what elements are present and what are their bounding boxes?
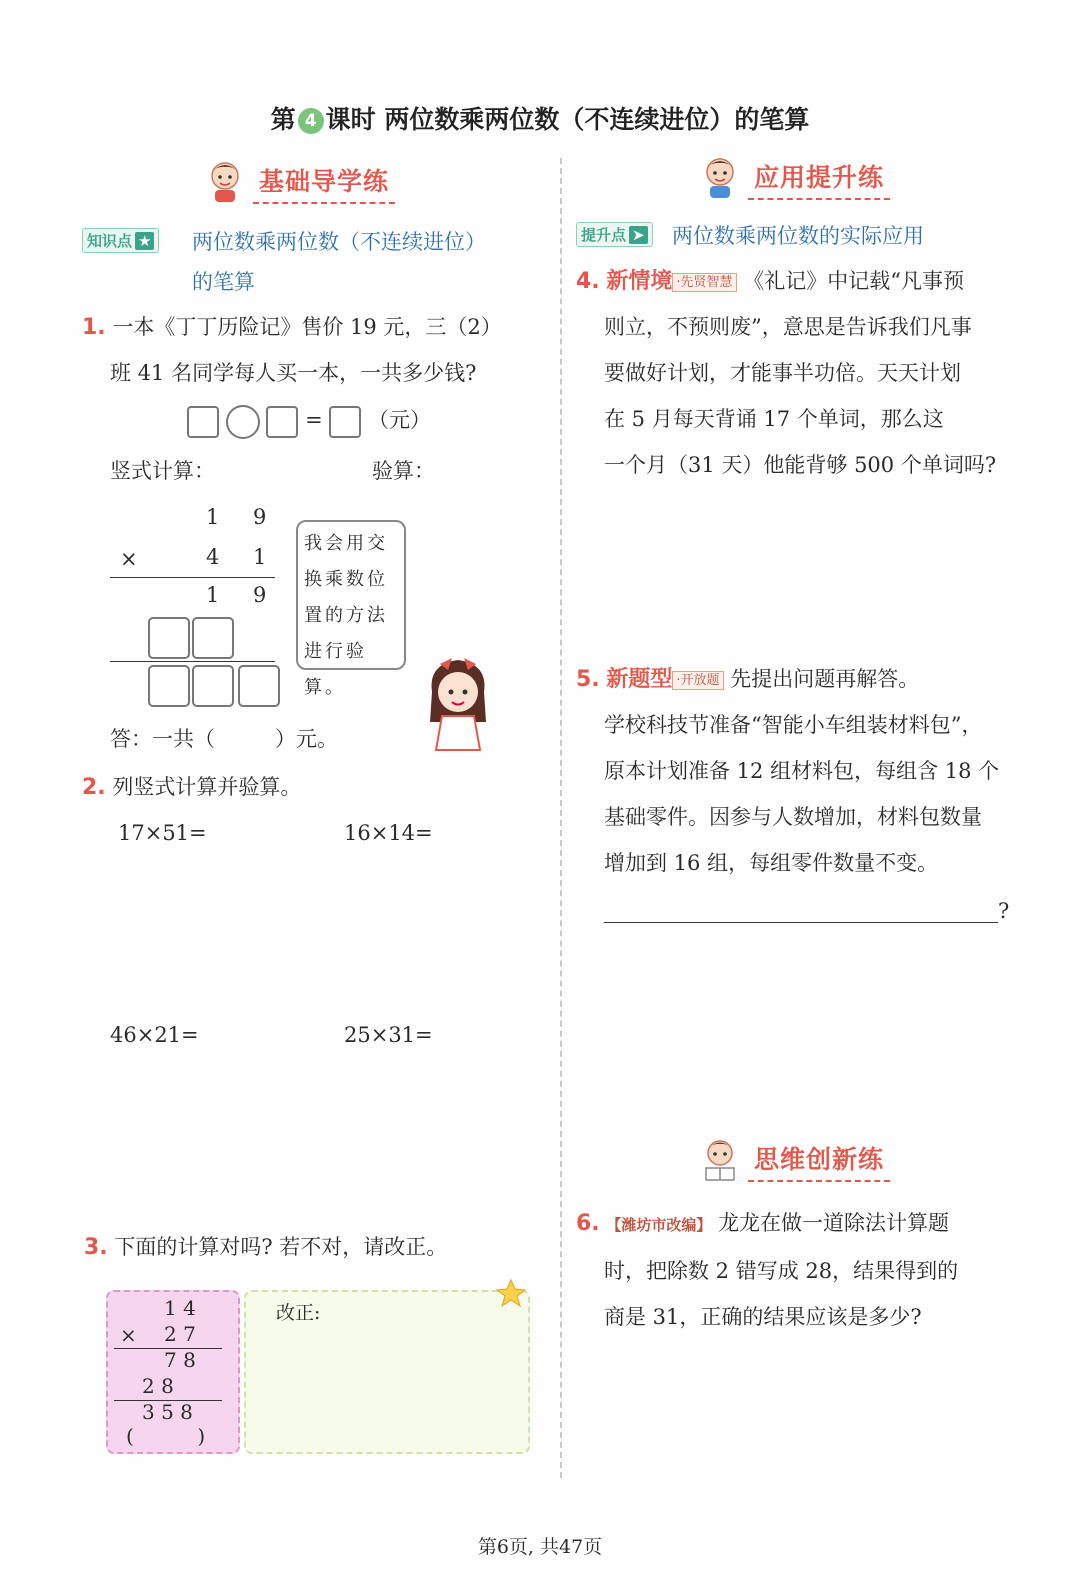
question-2 [82, 764, 301, 811]
question-6-line: 时，把除数 2 错写成 28，结果得到的 [604, 1259, 959, 1283]
answer-box[interactable] [187, 406, 219, 438]
correction-panel[interactable] [244, 1290, 530, 1454]
section-basic [205, 160, 395, 204]
child-avatar-icon [205, 160, 245, 204]
title-text: 课时 两位数乘两位数（不连续进位）的笔算 [325, 105, 810, 134]
section-application [700, 156, 890, 200]
rule-line [110, 661, 275, 662]
ascend-text: 两位数乘两位数的实际应用 [672, 224, 924, 248]
digit-box[interactable] [192, 617, 234, 659]
question-number: 6. [576, 1211, 600, 1236]
source-tag: 【潍坊市改编】 [606, 1216, 712, 1234]
expression: 16×14= [344, 821, 433, 845]
star-sticker-icon [494, 1278, 528, 1308]
lesson-number-badge: 4 [298, 108, 324, 134]
star-icon: ★ [135, 232, 154, 250]
question-number: 4. [576, 269, 600, 294]
digit: 9 [253, 505, 267, 529]
expression: 25×31= [344, 1023, 433, 1047]
vertical-label: 竖式计算： [110, 459, 215, 483]
question-6-line: 商是 31，正确的结果应该是多少? [604, 1305, 922, 1329]
question-5-line: 学校科技节准备“智能小车组装材料包”， [604, 713, 983, 737]
times-sign: × [120, 547, 138, 571]
section-application-title: 应用提升练 [748, 158, 890, 200]
question-4-line: 则立，不预则废”，意思是告诉我们凡事 [604, 315, 972, 339]
question-blank-line[interactable] [604, 922, 998, 923]
question-5: 5. 新题型 ·开放题 先提出问题再解答。 [576, 667, 920, 692]
new-tag: 新题型 [606, 667, 673, 692]
section-thinking-title: 思维创新练 [748, 1140, 890, 1182]
knowledge-text-line1: 两位数乘两位数（不连续进位） [192, 230, 486, 254]
question-6: 6. 【潍坊市改编】 龙龙在做一道除法计算题 [576, 1211, 950, 1236]
question-number: 3. [84, 1235, 108, 1260]
question-5-line: 增加到 16 组，每组零件数量不变。 [604, 851, 939, 875]
answer-box[interactable] [266, 406, 298, 438]
question-2-text: 列竖式计算并验算。 [112, 775, 302, 799]
question-3 [84, 1224, 447, 1271]
question-number: 5. [576, 667, 600, 692]
digit-box[interactable] [148, 665, 190, 707]
digit: 1 [206, 505, 220, 529]
title-prefix: 第 [270, 105, 296, 134]
column-divider [560, 158, 562, 1478]
page-footer: 第6页, 共47页 [477, 1536, 603, 1558]
arrow-icon: ➤ [629, 226, 648, 244]
question-3-text: 下面的计算对吗? 若不对，请改正。 [114, 1235, 448, 1259]
equal-sign: = [305, 408, 323, 432]
answer-box[interactable] [329, 406, 361, 438]
rule-line [110, 577, 275, 578]
digit-box[interactable] [192, 665, 234, 707]
judgement-blank[interactable]: ( ) [126, 1424, 206, 1448]
section-thinking [700, 1138, 890, 1182]
digit: 4 [206, 545, 220, 569]
page-title [0, 100, 1080, 136]
question-1-line2: 班 41 名同学每人买一本，一共多少钱? [110, 361, 477, 385]
digit: 1 [206, 583, 220, 607]
digit: 9 [253, 583, 267, 607]
tag-box: ·开放题 [672, 671, 723, 690]
question-4-line: 在 5 月每天背诵 17 个单词，那么这 [604, 407, 944, 431]
question-1 [82, 304, 542, 351]
question-5-line: 原本计划准备 12 组材料包，每组含 18 个 [604, 759, 1000, 783]
new-tag: 新情境 [606, 269, 673, 294]
question-5-line: 基础零件。因参与人数增加，材料包数量 [604, 805, 982, 829]
ascend-tag: 提升点 ➤ [576, 222, 653, 247]
tag-box: ·先贤智慧 [672, 273, 736, 292]
knowledge-point [82, 228, 159, 253]
section-basic-title: 基础导学练 [253, 162, 395, 204]
question-4: 4. 新情境 ·先贤智慧 《礼记》中记载“凡事预 [576, 269, 964, 294]
child-reading-icon [700, 1138, 740, 1182]
question-1-line1: 一本《丁丁历险记》售价 19 元，三（2） [112, 315, 502, 339]
expression: 17×51= [118, 821, 207, 845]
knowledge-tag: 知识点 ★ [82, 228, 159, 253]
vertical-calculation [108, 505, 283, 710]
unit-label: （元） [368, 408, 432, 432]
ascend-point [576, 222, 653, 247]
operator-circle[interactable] [226, 405, 260, 439]
expression: 46×21= [110, 1023, 199, 1047]
knowledge-text-line2: 的笔算 [192, 270, 255, 294]
question-4-line: 要做好计划，才能事半功倍。天天计划 [604, 361, 961, 385]
digit: 1 [253, 545, 267, 569]
girl-character-icon [418, 652, 498, 752]
digit-box[interactable] [238, 665, 280, 707]
question-number: 2. [82, 775, 106, 800]
equation-row [187, 404, 431, 439]
question-mark: ? [998, 899, 1010, 923]
answer-line: 答：一共（ ）元。 [110, 727, 338, 751]
wrong-calculation-panel: 1 4 × 2 7 7 8 2 8 3 5 8 ( ) [106, 1290, 240, 1454]
speech-bubble: 我会用交 换乘数位 置的方法 进行验算。 [296, 520, 406, 670]
check-label: 验算： [372, 459, 435, 483]
child-avatar-icon [700, 156, 740, 200]
digit-box[interactable] [148, 617, 190, 659]
correction-label: 改正: [276, 1302, 321, 1324]
question-4-line: 一个月（31 天）他能背够 500 个单词吗? [604, 453, 997, 477]
question-number: 1. [82, 315, 106, 340]
